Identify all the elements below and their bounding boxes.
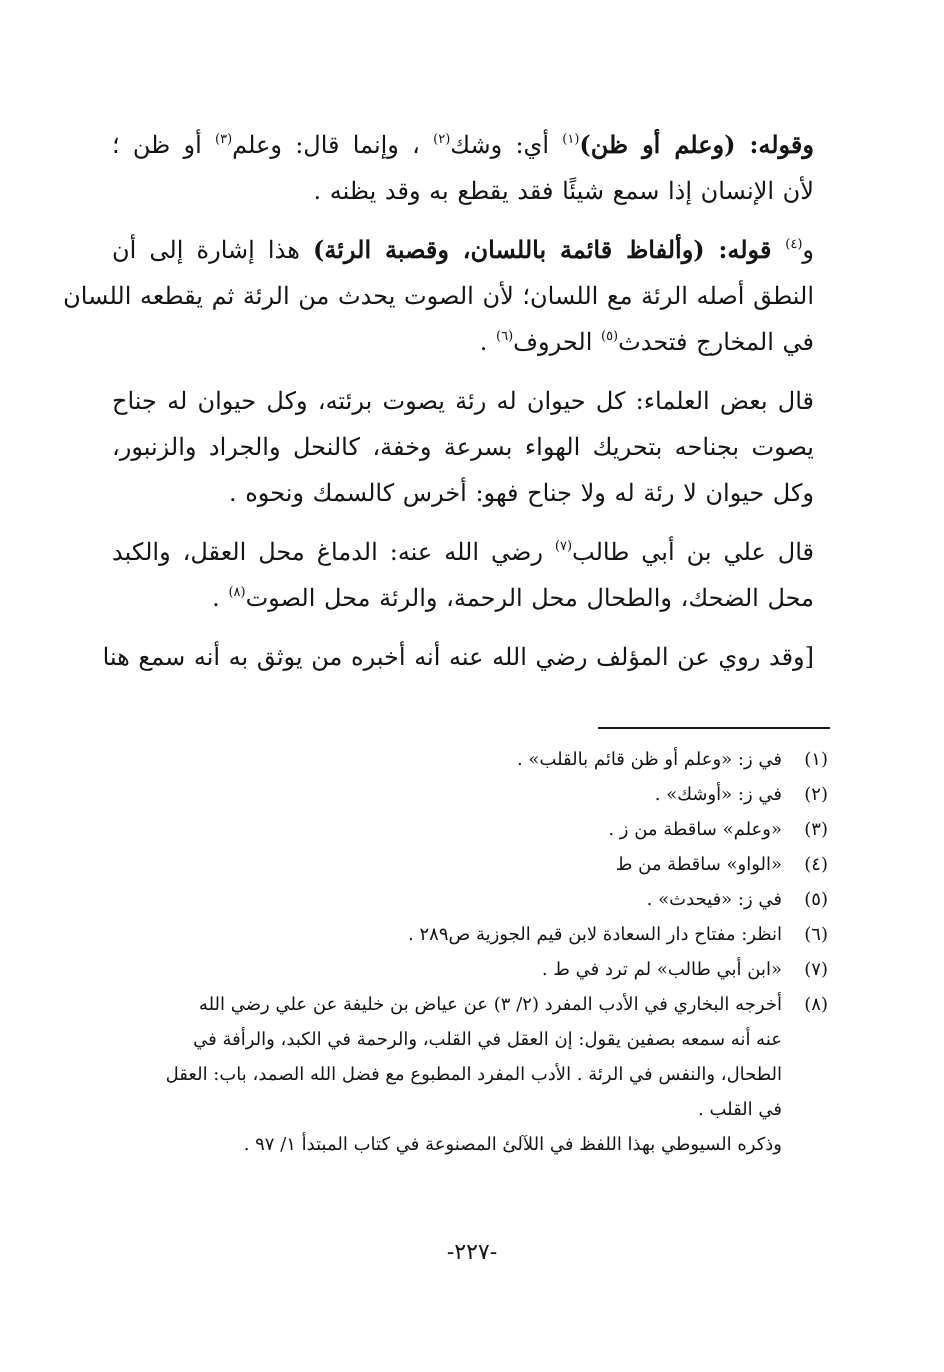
footnote-number: (٢)	[804, 784, 828, 805]
paragraph-3	[112, 378, 814, 516]
text-span: أي: وشك	[450, 131, 563, 159]
footnote-ref: (٥)	[600, 329, 619, 344]
footnote-item	[116, 952, 828, 987]
footnote-continuation: وذكره السيوطي بهذا اللفظ في اللآلئ المصنوعة في كتاب المبتدأ ١/ ٩٧ .	[243, 1134, 782, 1155]
text-line: لأن الإنسان إذا سمع شيئًا فقد يقطع به وقد يظنه .	[313, 177, 814, 205]
text-span: في المخارج فتحدث	[618, 328, 814, 356]
footnote-text: في ز: «وعلم أو ظن قائم بالقلب» .	[516, 749, 782, 770]
footnote-ref: (٧)	[554, 539, 573, 554]
page-number: -٢٢٧-	[446, 1240, 498, 1265]
text-line: يصوت بجناحه بتحريك الهواء بسرعة وخفة، كالنحل والجراد والزنبور،	[112, 433, 814, 461]
text-line	[112, 227, 814, 273]
footnote-number: (٥)	[804, 889, 828, 910]
quoted-phrase: (وعلم أو ظن)	[579, 130, 736, 159]
text-span: الحروف	[513, 328, 601, 356]
footnote-continuation: عنه أنه سمعه بصفين يقول: إن العقل في القلب، والرحمة في الكبد، والرأفة في	[193, 1029, 782, 1050]
footnote-item	[116, 742, 828, 777]
footnote-ref: (١)	[562, 132, 580, 147]
footnote-continuation: في القلب .	[698, 1099, 782, 1120]
paragraph-2	[63, 227, 815, 365]
footnote-ref: (٤)	[785, 237, 803, 252]
footnote-number: (٣)	[804, 819, 828, 840]
text-span: قال علي بن أبي طالب	[572, 538, 814, 566]
footnote-item	[116, 812, 828, 847]
footnote-item	[116, 882, 828, 917]
footnote-item	[116, 917, 828, 952]
paragraph-5	[102, 634, 814, 680]
text-span: أو ظن ؛	[112, 131, 215, 159]
footnote-number: (١)	[804, 749, 828, 770]
footnote-ref: (٦)	[496, 329, 514, 344]
main-text	[63, 122, 815, 693]
text-span: هذا إشارة إلى أن	[112, 236, 313, 264]
footnote-ref: (٨)	[228, 585, 246, 600]
text-span: و	[802, 236, 815, 264]
footnotes-section	[116, 742, 828, 1162]
footnote-text: في ز: «فيحدث» .	[646, 889, 782, 910]
paragraph-1	[112, 122, 814, 214]
quoted-phrase: قوله: (وألفاظ قائمة باللسان، وقصبة الرئة)	[312, 235, 786, 264]
text-line: قال بعض العلماء: كل حيوان له رئة يصوت برئته، وكل حيوان له جناح	[112, 387, 814, 415]
footnote-text: «الواو» ساقطة من ط	[615, 854, 782, 875]
text-line: [وقد روي عن المؤلف رضي الله عنه أنه أخبره من يوثق به أنه سمع هنا	[102, 643, 814, 671]
text-span: وقوله:	[735, 130, 814, 159]
footnote-number: (٤)	[804, 854, 828, 875]
footnote-text: في ز: «أوشك» .	[654, 784, 782, 805]
footnote-text: «وعلم» ساقطة من ز .	[608, 819, 782, 840]
text-span: ، وإنما قال: وعلم	[232, 131, 434, 159]
text-line	[112, 575, 814, 621]
footnote-text: أخرجه البخاري في الأدب المفرد (٢/ ٣) عن عياض بن خليفة عن علي رضي الله	[198, 994, 782, 1015]
footnote-continuation: الطحال، والنفس في الرئة . الأدب المفرد المطبوع مع فضل الله الصمد، باب: العقل	[165, 1064, 782, 1085]
text-span: .	[479, 328, 497, 356]
footnote-text: انظر: مفتاح دار السعادة لابن قيم الجوزية ص٢٨٩ .	[408, 924, 782, 945]
footnote-text: «ابن أبي طالب» لم ترد في ط .	[541, 959, 782, 980]
text-span: .	[212, 584, 229, 612]
footnote-number: (٦)	[804, 924, 828, 945]
text-line: وكل حيوان لا رئة له ولا جناح فهو: أخرس كالسمك ونحوه .	[228, 479, 814, 507]
footnote-number: (٨)	[804, 994, 828, 1015]
footnote-item	[116, 847, 828, 882]
text-span: محل الضحك، والطحال محل الرحمة، والرئة محل الصوت	[245, 584, 814, 612]
paragraph-4	[112, 529, 814, 621]
footnote-number: (٧)	[804, 959, 828, 980]
text-line	[112, 122, 814, 168]
footnote-divider	[598, 727, 830, 729]
footnote-item	[116, 777, 828, 812]
footnote-ref: (٢)	[433, 132, 451, 147]
text-span: رضي الله عنه: الدماغ محل العقل، والكبد	[112, 538, 555, 566]
footnote-ref: (٣)	[215, 132, 233, 147]
text-line	[112, 319, 814, 365]
text-line	[112, 529, 814, 575]
text-line: النطق أصله الرئة مع اللسان؛ لأن الصوت يحدث من الرئة ثم يقطعه اللسان	[63, 282, 814, 310]
footnote-item	[116, 987, 828, 1022]
